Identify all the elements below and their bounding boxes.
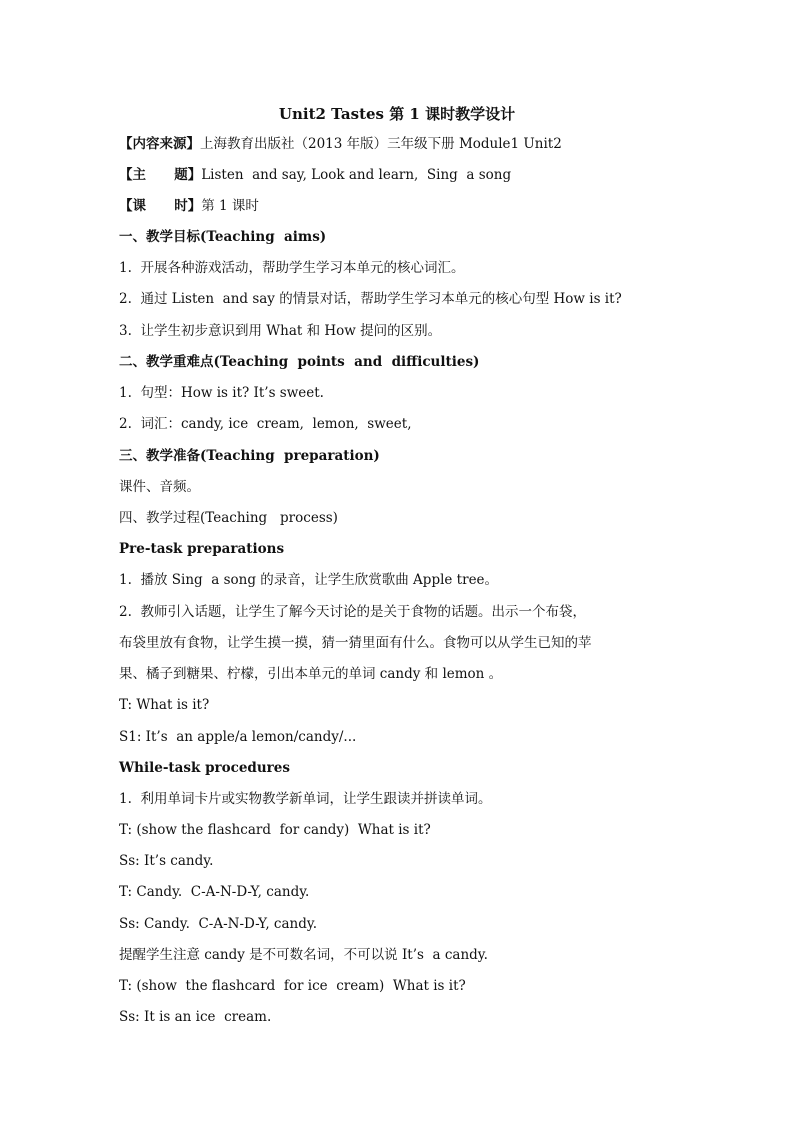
while-task-line: T: Candy. C-A-N-D-Y, candy. — [119, 884, 310, 900]
pre-task-line: 2. 教师引入话题，让学生了解今天讨论的是关于食物的话题。出示一个布袋， — [119, 604, 586, 620]
document-title: Unit2 Tastes 第 1 课时教学设计 — [278, 105, 516, 123]
meta-period-value: 第 1 课时 — [201, 198, 259, 214]
meta-topic-value: Listen and say, Look and learn, Sing a song — [201, 167, 512, 183]
aims-item: 1. 开展各种游戏活动，帮助学生学习本单元的核心词汇。 — [119, 260, 465, 276]
pre-task-line: 果、橘子到糖果、柠檬，引出本单元的单词 candy 和 lemon 。 — [119, 666, 503, 682]
meta-source-label: 【内容来源】 — [119, 136, 200, 152]
pre-task-line: 布袋里放有食物，让学生摸一摸，猜一猜里面有什么。食物可以从学生已知的苹 — [119, 635, 592, 651]
while-task-line: Ss: Candy. C-A-N-D-Y, candy. — [119, 916, 317, 932]
aims-item: 3. 让学生初步意识到用 What 和 How 提问的区别。 — [119, 323, 442, 339]
pre-task-line: 1. 播放 Sing a song 的录音，让学生欣赏歌曲 Apple tree。 — [119, 572, 499, 588]
process-heading: 四、教学过程(Teaching process) — [119, 510, 338, 526]
prep-heading: 三、教学准备(Teaching preparation) — [119, 448, 380, 464]
meta-source-value: 上海教育出版社（2013 年版）三年级下册 Module1 Unit2 — [200, 136, 562, 152]
pre-task-heading: Pre-task preparations — [119, 541, 285, 557]
while-task-line: 1. 利用单词卡片或实物教学新单词，让学生跟读并拼读单词。 — [119, 791, 492, 807]
prep-text: 课件、音频。 — [119, 479, 200, 495]
while-task-line: Ss: It’s candy. — [119, 853, 214, 869]
aims-heading: 一、教学目标(Teaching aims) — [119, 229, 327, 245]
meta-source — [119, 135, 719, 153]
meta-period-label: 【课 时】 — [119, 198, 202, 214]
points-item: 1. 句型：How is it? It’s sweet. — [119, 385, 324, 401]
while-task-line: Ss: It is an ice cream. — [119, 1009, 272, 1025]
meta-topic-label: 【主 题】 — [119, 167, 202, 183]
pre-task-line: T: What is it? — [119, 697, 210, 713]
aims-item: 2. 通过 Listen and say 的情景对话，帮助学生学习本单元的核心句型 How is it? — [119, 291, 622, 307]
while-task-line: T: (show the flashcard for ice cream) What is it? — [119, 978, 466, 994]
points-heading: 二、教学重难点(Teaching points and difficulties) — [119, 354, 480, 370]
meta-topic — [119, 166, 719, 184]
while-task-line: T: (show the flashcard for candy) What is it? — [119, 822, 431, 838]
points-item: 2. 词汇：candy, ice cream, lemon, sweet, — [119, 416, 412, 432]
meta-period — [119, 197, 719, 215]
while-task-line: 提醒学生注意 candy 是不可数名词，不可以说 It’s a candy. — [119, 947, 488, 963]
pre-task-line: S1: It’s an apple/a lemon/candy/... — [119, 729, 357, 745]
while-task-heading: While-task procedures — [119, 760, 290, 776]
